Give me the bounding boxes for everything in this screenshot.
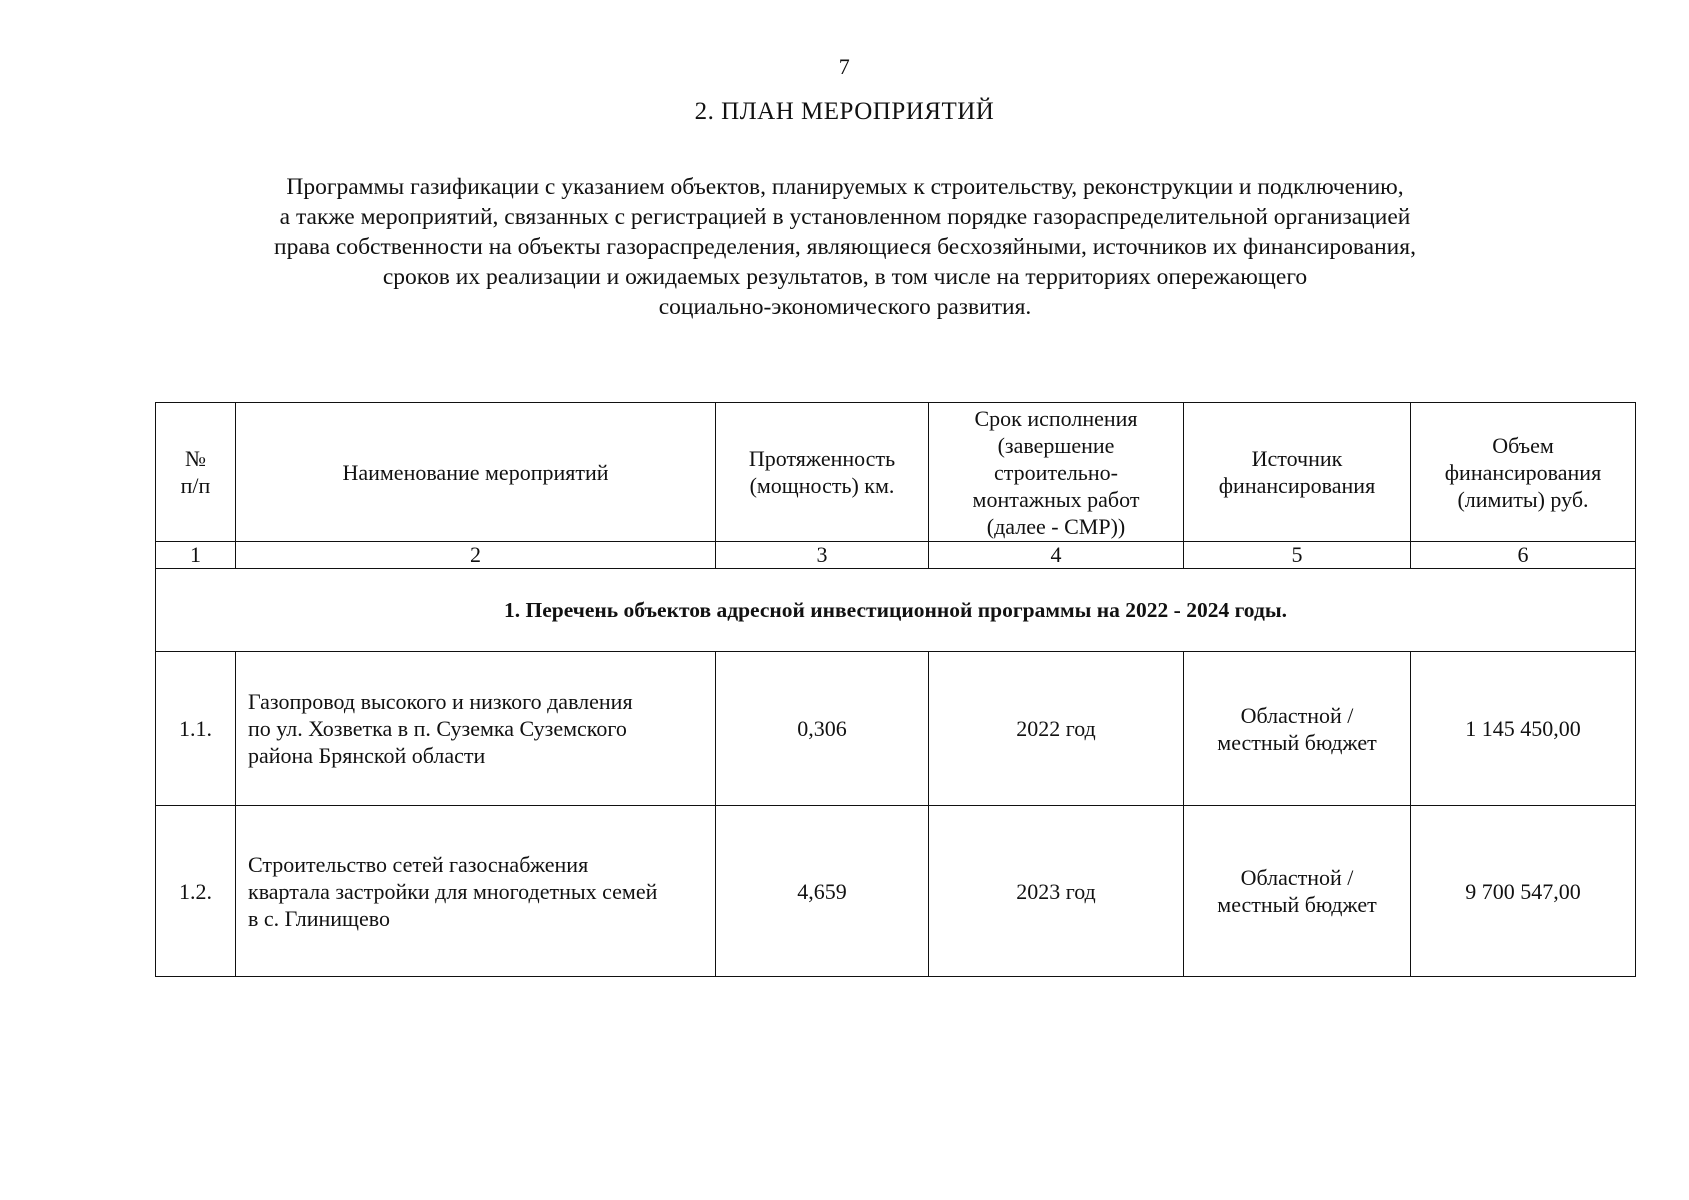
row-amount: 9 700 547,00: [1411, 806, 1636, 977]
header-cell-amount: Объем финансирования (лимиты) руб.: [1411, 403, 1636, 542]
column-number-cell: 2: [236, 542, 716, 569]
intro-line: социально-экономического развития.: [658, 294, 1032, 320]
column-number-cell: 6: [1411, 542, 1636, 569]
row-amount: 1 145 450,00: [1411, 652, 1636, 806]
group-title: 1. Перечень объектов адресной инвестиционной программы на 2022 - 2024 годы.: [156, 569, 1636, 652]
table-row: [156, 652, 1636, 806]
row-deadline: 2022 год: [929, 652, 1184, 806]
row-length: 0,306: [716, 652, 929, 806]
plan-table: [155, 402, 1636, 977]
header-cell-name: Наименование мероприятий: [236, 403, 716, 542]
row-name: Газопровод высокого и низкого давления по ул. Хозветка в п. Суземка Суземского района Брянской области: [236, 652, 716, 806]
row-length: 4,659: [716, 806, 929, 977]
row-source: Областной / местный бюджет: [1184, 806, 1411, 977]
page-number: 7: [838, 54, 851, 79]
row-number: 1.1.: [156, 652, 236, 806]
header-cell-length: Протяженность (мощность) км.: [716, 403, 929, 542]
intro-line: сроков их реализации и ожидаемых результатов, в том числе на территориях опережающего: [382, 264, 1308, 290]
table-header-row: [156, 403, 1636, 542]
column-number-row: [156, 542, 1636, 569]
row-source: Областной / местный бюджет: [1184, 652, 1411, 806]
column-number-cell: 5: [1184, 542, 1411, 569]
section-title: 2. ПЛАН МЕРОПРИЯТИЙ: [694, 98, 995, 125]
column-number-cell: 3: [716, 542, 929, 569]
row-number: 1.2.: [156, 806, 236, 977]
intro-line: а также мероприятий, связанных с регистрацией в установленном порядке газораспределительной организацией: [279, 204, 1411, 230]
intro-line: права собственности на объекты газораспределения, являющиеся бесхозяйными, источников их финансирования,: [274, 234, 1416, 260]
intro-line: Программы газификации с указанием объектов, планируемых к строительству, реконструкции и подключению,: [286, 174, 1404, 200]
group-title-row: [156, 569, 1636, 652]
column-number-cell: 4: [929, 542, 1184, 569]
header-cell-deadline: Срок исполнения (завершение строительно- монтажных работ (далее - СМР)): [929, 403, 1184, 542]
table-row: [156, 806, 1636, 977]
header-cell-number: № п/п: [156, 403, 236, 542]
column-number-cell: 1: [156, 542, 236, 569]
row-name: Строительство сетей газоснабжения квартала застройки для многодетных семей в с. Глинищево: [236, 806, 716, 977]
row-deadline: 2023 год: [929, 806, 1184, 977]
header-cell-source: Источник финансирования: [1184, 403, 1411, 542]
intro-paragraph: [180, 172, 1510, 322]
